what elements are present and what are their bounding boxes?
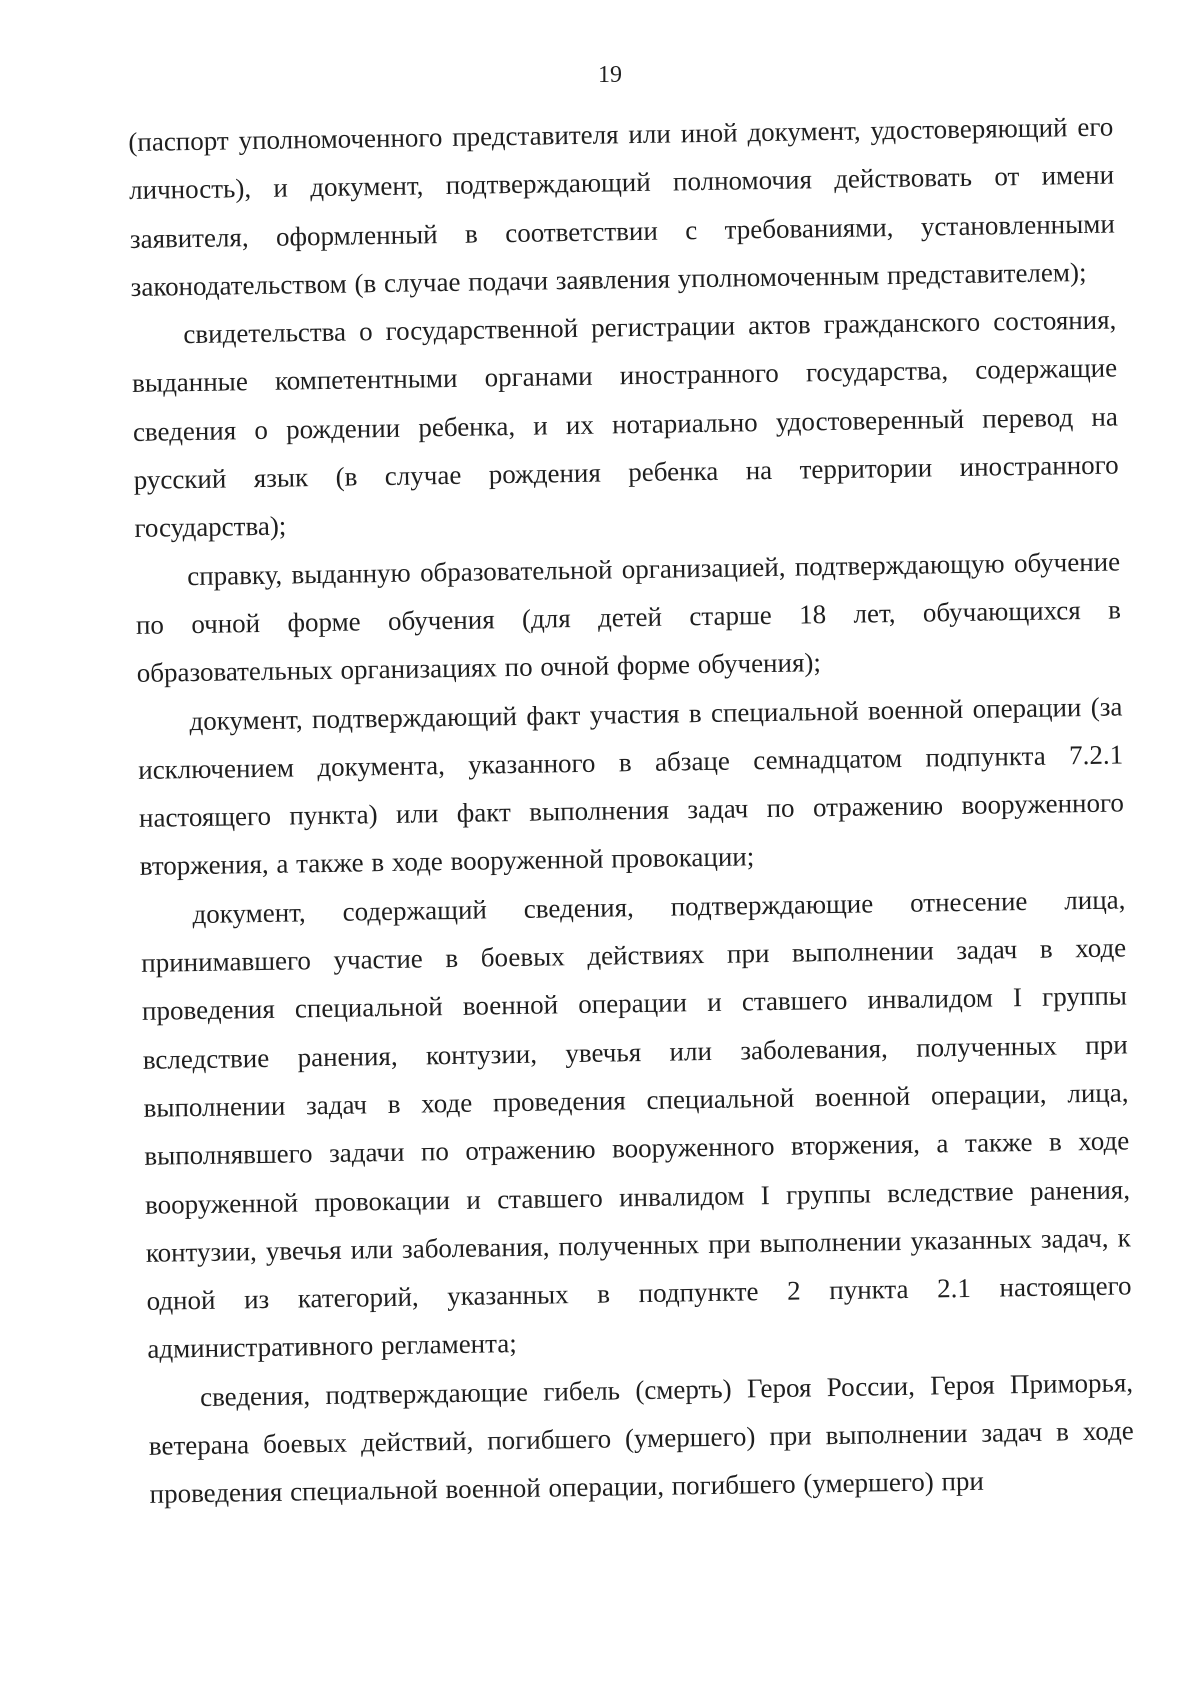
paragraph-passport-continuation: (паспорт уполномоченного представителя или иной документ, удостоверяющий его личность), и документ, подтверждающий полномочия действовать от имени заявителя, оформленный в соответствии с требованиями, установленными законодательством (в случае подачи заявления уполномоченным представителем); <box>128 111 1116 302</box>
paragraph-participation-document: документ, подтверждающий факт участия в специальной военной операции (за исключением документа, указанного в абзаце семнадцатом подпункта 7.2.1 настоящего пункта) или факт выполнения задач по отражению вооруженного вторжения, а также в ходе вооруженной провокации; <box>138 691 1125 882</box>
page-number: 19 <box>598 62 622 88</box>
paragraph-civil-status-certificates: свидетельства о государственной регистрации актов гражданского состояния, выданные компетентными органами иностранного государства, содержащие сведения о рождении ребенка, и их нотариально удостоверенный перевод на русский язык (в случае рождения ребенка на территории иностранного государства); <box>131 304 1119 544</box>
paragraph-disability-category-document: документ, содержащий сведения, подтверждающие отнесение лица, принимавшего участие в боевых действиях при выполнении задач в ходе проведения специальной военной операции и ставшего инвалидом I группы вследствие ранения, контузии, увечья или заболевания, полученных при выполнении задач в ходе проведения специальной военной операции, лица, выполнявшего задачи по отражению вооруженного вторжения, а также в ходе вооруженной провокации и ставшего инвалидом I группы вследствие ранения, контузии, увечья или заболевания, полученных при выполнении указанных задач, к одной из категорий, указанных в подпункте 2 пункта 2.1 настоящего административного регламента; <box>141 884 1132 1365</box>
paragraph-death-information: сведения, подтверждающие гибель (смерть) Героя России, Героя Приморья, ветерана боевых действий, погибшего (умершего) при выполнении задач в ходе проведения специальной военной операции, погибшего (умершего) при <box>148 1367 1134 1510</box>
paragraph-education-certificate: справку, выданную образовательной организацией, подтверждающую обучение по очной форме обучения (для детей старше 18 лет, обучающихся в образовательных организациях по очной форме обучения); <box>135 546 1122 689</box>
document-body <box>128 103 1135 1519</box>
